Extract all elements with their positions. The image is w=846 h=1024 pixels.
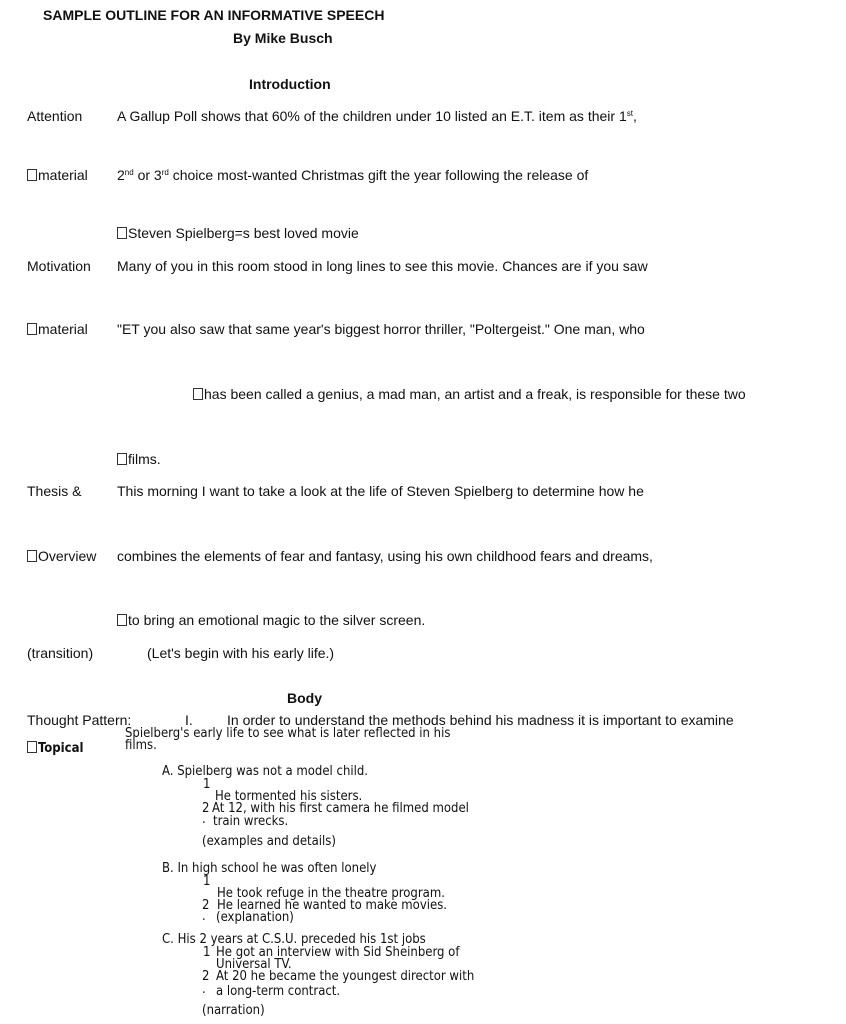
subpoint-b-num-1: 1: [203, 874, 211, 889]
subpoint-a-item-1: He tormented his sisters.: [215, 789, 363, 804]
subpoint-a-item-2: At 12, with his first camera he filmed model: [212, 801, 469, 816]
overview-label: Overview: [27, 548, 96, 564]
subpoint-c-item-1-cont: Universal TV.: [216, 957, 292, 972]
subpoint-c: C. His 2 years at C.S.U. preceded his 1st jobs: [162, 932, 426, 947]
subpoint-b: B. In high school he was often lonely: [162, 861, 377, 876]
topical-label: Topical: [27, 741, 84, 755]
subpoint-c-item-1: He got an interview with Sid Sheinberg of: [216, 945, 460, 960]
spielberg-movie-line: Steven Spielberg=s best loved movie: [117, 225, 359, 241]
overview-text: combines the elements of fear and fantasy, using his own childhood fears and dreams,: [117, 548, 653, 564]
motivation-text: Many of you in this room stood in long lines to see this movie. Chances are if you saw: [117, 258, 648, 274]
subpoint-a-note: (examples and details): [202, 834, 336, 849]
genius-line: has been called a genius, a mad man, an artist and a freak, is responsible for these two: [193, 386, 746, 402]
introduction-heading: Introduction: [249, 76, 331, 92]
transition-text: (Let's begin with his early life.): [147, 645, 335, 661]
material-label-2: material: [27, 321, 88, 337]
films-line: films.: [117, 451, 161, 467]
subpoint-c-note: (narration): [202, 1003, 265, 1018]
motivation-label: Motivation: [27, 258, 91, 274]
subpoint-b-note: (explanation): [216, 910, 294, 925]
roman-numeral-one: I.: [185, 712, 193, 728]
attention-text: A Gallup Poll shows that 60% of the children under 10 listed an E.T. item as their 1st,: [117, 108, 637, 124]
body-heading: Body: [287, 690, 322, 706]
thesis-text: This morning I want to take a look at the life of Steven Spielberg to determine how he: [117, 483, 644, 499]
main-point-text: In order to understand the methods behind his madness it is important to examine: [227, 712, 734, 728]
material-text-2: "ET you also saw that same year's biggest horror thriller, "Poltergeist." One man, who: [117, 321, 645, 337]
main-point-continued-2: films.: [125, 738, 157, 753]
subpoint-b-num-2: 2: [202, 898, 210, 913]
subpoint-c-item-2-cont: a long-term contract.: [216, 984, 341, 999]
author-line: By Mike Busch: [233, 30, 333, 46]
subpoint-a-num-1: 1: [203, 777, 211, 792]
material-label: material: [27, 167, 88, 183]
subpoint-c-num-1: 1: [203, 945, 211, 960]
attention-label: Attention: [27, 108, 83, 124]
subpoint-a-item-2-cont: train wrecks.: [213, 814, 289, 829]
thought-pattern-label: Thought Pattern:: [27, 712, 132, 728]
subpoint-b-item-2: He learned he wanted to make movies.: [217, 898, 448, 913]
magic-line: to bring an emotional magic to the silver screen.: [117, 612, 425, 628]
transition-label: (transition): [27, 645, 94, 661]
thesis-label: Thesis &: [27, 483, 82, 499]
subpoint-c-item-2: At 20 he became the youngest director with: [216, 969, 475, 984]
subpoint-a-dot: .: [202, 812, 206, 827]
document-title: SAMPLE OUTLINE FOR AN INFORMATIVE SPEECH: [43, 7, 385, 23]
subpoint-a-num-2: 2: [202, 801, 210, 816]
subpoint-c-dot: .: [202, 982, 206, 997]
main-point-continued: Spielberg's early life to see what is later reflected in his: [125, 726, 451, 741]
subpoint-c-num-2: 2: [202, 969, 210, 984]
subpoint-b-item-1: He took refuge in the theatre program.: [217, 886, 445, 901]
subpoint-b-dot: .: [202, 909, 206, 924]
material-text: 2nd or 3rd choice most-wanted Christmas gift the year following the release of: [117, 167, 589, 183]
subpoint-a: A. Spielberg was not a model child.: [162, 764, 368, 779]
